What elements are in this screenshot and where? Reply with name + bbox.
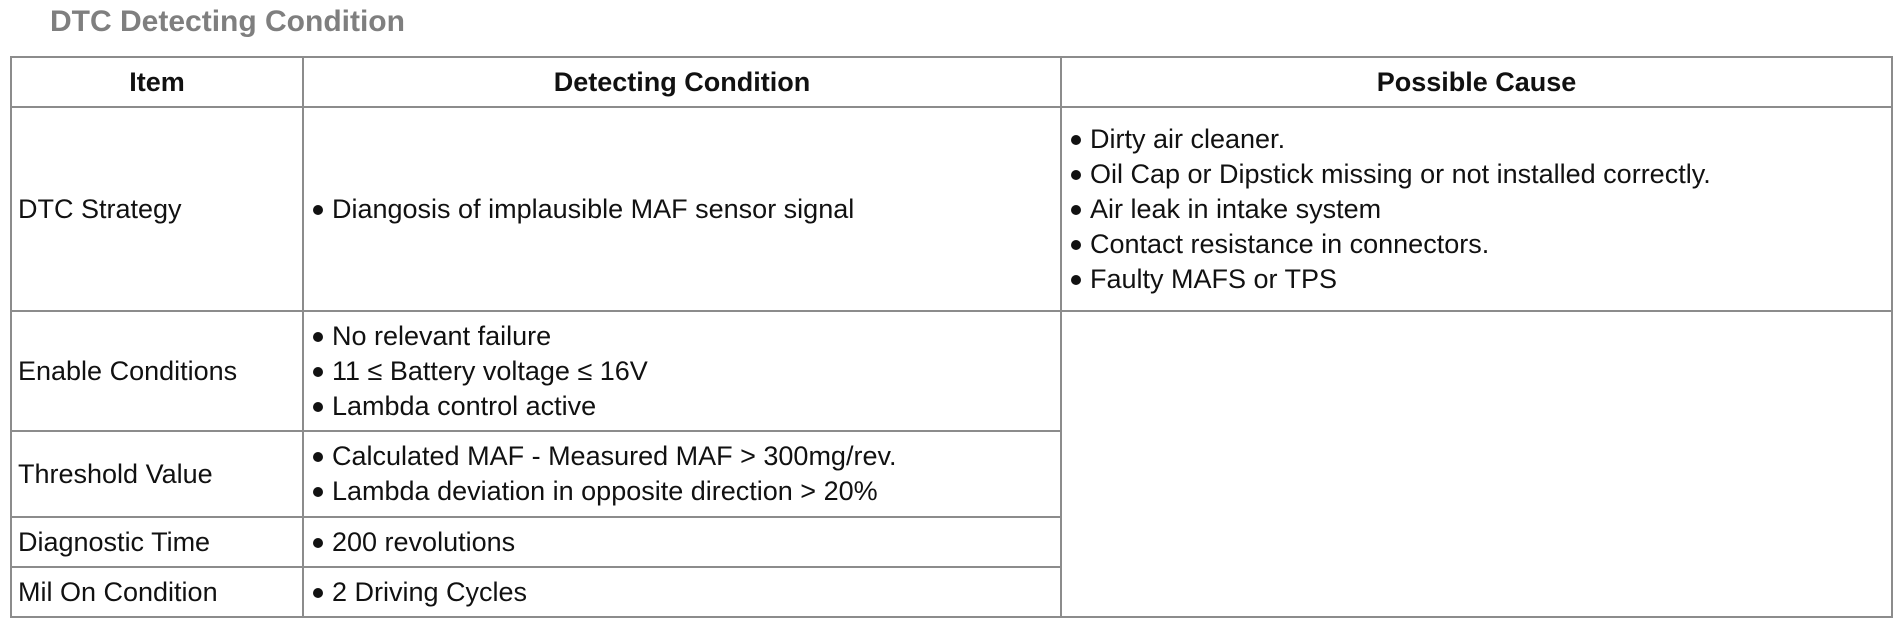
possible-cause-item: Contact resistance in connectors. (1068, 227, 1885, 262)
condition-item: No relevant failure (310, 319, 1054, 354)
table-header-row (11, 57, 1892, 107)
condition-cell-dtc-strategy (303, 107, 1061, 311)
condition-item: Diangosis of implausible MAF sensor signal (310, 192, 1054, 227)
condition-list (310, 192, 1054, 227)
condition-item: 11 ≤ Battery voltage ≤ 16V (310, 354, 1054, 389)
condition-cell-enable-conditions (303, 311, 1061, 431)
header-detecting-condition: Detecting Condition (303, 57, 1061, 107)
condition-item: 2 Driving Cycles (310, 575, 1054, 610)
empty-cause-cell (1061, 311, 1892, 617)
condition-list (310, 319, 1054, 424)
possible-cause-item: Dirty air cleaner. (1068, 122, 1885, 157)
condition-cell-threshold-value (303, 431, 1061, 517)
condition-item: Lambda control active (310, 389, 1054, 424)
possible-cause-cell (1061, 107, 1892, 311)
item-cell-mil-on-condition: Mil On Condition (11, 567, 303, 617)
condition-item: Calculated MAF - Measured MAF > 300mg/rev. (310, 439, 1054, 474)
possible-cause-item: Oil Cap or Dipstick missing or not installed correctly. (1068, 157, 1885, 192)
condition-list (310, 575, 1054, 610)
condition-cell-mil-on-condition (303, 567, 1061, 617)
condition-list (310, 439, 1054, 509)
table-row-dtc-strategy (11, 107, 1892, 311)
item-cell-threshold-value: Threshold Value (11, 431, 303, 517)
possible-cause-item: Air leak in intake system (1068, 192, 1885, 227)
condition-cell-diagnostic-time (303, 517, 1061, 567)
possible-cause-item: Faulty MAFS or TPS (1068, 262, 1885, 297)
header-item: Item (11, 57, 303, 107)
header-possible-cause: Possible Cause (1061, 57, 1892, 107)
table-row-enable-conditions (11, 311, 1892, 431)
item-cell-diagnostic-time: Diagnostic Time (11, 517, 303, 567)
possible-cause-list (1068, 122, 1885, 297)
item-cell-enable-conditions: Enable Conditions (11, 311, 303, 431)
condition-list (310, 525, 1054, 560)
dtc-detecting-condition-table (10, 56, 1893, 618)
condition-item: 200 revolutions (310, 525, 1054, 560)
item-cell-dtc-strategy: DTC Strategy (11, 107, 303, 311)
page-title: DTC Detecting Condition (50, 5, 405, 38)
condition-item: Lambda deviation in opposite direction > 20% (310, 474, 1054, 509)
